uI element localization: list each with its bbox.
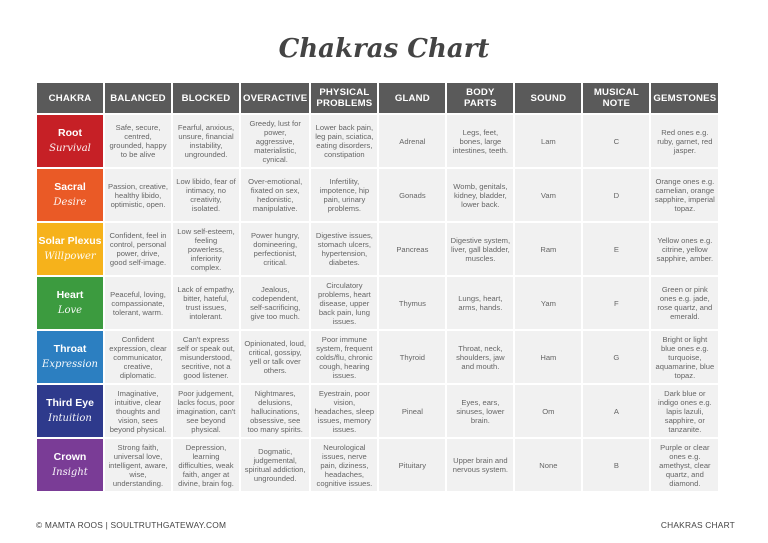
chakras-table <box>35 81 720 493</box>
cell-gland: Pituitary <box>379 439 445 491</box>
cell-note: D <box>583 169 649 221</box>
table-row <box>37 169 718 221</box>
cell-blocked: Poor judgement, lacks focus, poor imagination, can't see beyond physical. <box>173 385 239 437</box>
cell-overactive: Opinionated, loud, critical, gossipy, yell or talk over others. <box>241 331 309 383</box>
cell-balanced: Confident expression, clear communicator, creative, diplomatic. <box>105 331 171 383</box>
cell-body: Lungs, heart, arms, hands. <box>447 277 513 329</box>
cell-blocked: Fearful, anxious, unsure, financial instability, ungrounded. <box>173 115 239 167</box>
cell-blocked: Low self-esteem, feeling powerless, inferiority complex. <box>173 223 239 275</box>
cell-overactive: Nightmares, delusions, hallucinations, obsessive, see too many spirits. <box>241 385 309 437</box>
cell-gems: Dark blue or indigo ones e.g. lapis lazuli, sapphire, or tanzanite. <box>651 385 718 437</box>
col-header-overactive: OVERACTIVE <box>241 83 309 113</box>
cell-gems: Purple or clear ones e.g. amethyst, clear quartz, and diamond. <box>651 439 718 491</box>
cell-balanced: Imaginative, intuitive, clear thoughts and vision, sees beyond physical. <box>105 385 171 437</box>
cell-note: A <box>583 385 649 437</box>
chakra-keyword: Desire <box>53 197 87 208</box>
cell-physical: Circulatory problems, heart disease, upper back pain, lung issues. <box>311 277 377 329</box>
footer-chart-label: CHAKRAS CHART <box>660 520 735 530</box>
table-row <box>37 223 718 275</box>
col-header-physical-problems: PHYSICAL PROBLEMS <box>311 83 377 113</box>
chakra-cell-sacral <box>37 169 103 221</box>
cell-body: Eyes, ears, sinuses, lower brain. <box>447 385 513 437</box>
cell-balanced: Strong faith, universal love, intelligent, aware, wise, understanding. <box>105 439 171 491</box>
cell-body: Womb, genitals, kidney, bladder, lower back. <box>447 169 513 221</box>
cell-gland: Thyroid <box>379 331 445 383</box>
chakra-keyword: Insight <box>52 467 88 478</box>
cell-gems: Bright or light blue ones e.g. turquoise, aquamarine, blue topaz. <box>651 331 718 383</box>
cell-note: E <box>583 223 649 275</box>
footer-copyright: © MAMTA ROOS | SOULTRUTHGATEWAY.COM <box>36 520 227 530</box>
cell-gland: Pineal <box>379 385 445 437</box>
chakra-keyword: Love <box>57 305 83 316</box>
chakra-name: Heart <box>56 289 84 301</box>
cell-physical: Digestive issues, stomach ulcers, hypertension, diabetes. <box>311 223 377 275</box>
col-header-gemstones: GEMSTONES <box>651 83 718 113</box>
chakra-name: Throat <box>53 343 87 355</box>
header-row <box>37 83 718 113</box>
cell-body: Upper brain and nervous system. <box>447 439 513 491</box>
cell-gems: Yellow ones e.g. citrine, yellow sapphire, amber. <box>651 223 718 275</box>
cell-body: Digestive system, liver, gall bladder, muscles. <box>447 223 513 275</box>
col-header-blocked: BLOCKED <box>173 83 239 113</box>
col-header-body-parts: BODY PARTS <box>447 83 513 113</box>
chakra-cell-throat <box>37 331 103 383</box>
chakra-cell-third-eye <box>37 385 103 437</box>
cell-note: G <box>583 331 649 383</box>
cell-note: F <box>583 277 649 329</box>
chakra-name: Root <box>58 127 82 139</box>
table-row <box>37 439 718 491</box>
cell-sound: Ham <box>515 331 581 383</box>
cell-gems: Red ones e.g. ruby, garnet, red jasper. <box>651 115 718 167</box>
chakra-cell-heart <box>37 277 103 329</box>
cell-sound: Vam <box>515 169 581 221</box>
cell-body: Legs, feet, bones, large intestines, teeth. <box>447 115 513 167</box>
cell-physical: Eyestrain, poor vision, headaches, sleep issues, memory issues. <box>311 385 377 437</box>
cell-gems: Green or pink ones e.g. jade, rose quartz, and emerald. <box>651 277 718 329</box>
cell-blocked: Depression, learning difficulties, weak faith, anger at divine, brain fog. <box>173 439 239 491</box>
chakra-keyword: Willpower <box>44 251 96 262</box>
cell-blocked: Lack of empathy, bitter, hateful, trust issues, intolerant. <box>173 277 239 329</box>
chakra-name: Third Eye <box>46 397 94 409</box>
cell-overactive: Power hungry, domineering, perfectionist, critical. <box>241 223 309 275</box>
cell-sound: Ram <box>515 223 581 275</box>
cell-sound: Yam <box>515 277 581 329</box>
col-header-sound: SOUND <box>515 83 581 113</box>
table-row <box>37 385 718 437</box>
cell-sound: None <box>515 439 581 491</box>
cell-overactive: Dogmatic, judgemental, spiritual addiction, ungrounded. <box>241 439 309 491</box>
chakra-name: Crown <box>53 451 87 463</box>
cell-blocked: Low libido, fear of intimacy, no creativity, isolated. <box>173 169 239 221</box>
cell-gland: Gonads <box>379 169 445 221</box>
cell-physical: Infertility, impotence, hip pain, urinary problems. <box>311 169 377 221</box>
table-row <box>37 115 718 167</box>
cell-gland: Adrenal <box>379 115 445 167</box>
chakra-cell-solar-plexus <box>37 223 103 275</box>
cell-overactive: Greedy, lust for power, aggressive, materialistic, cynical. <box>241 115 309 167</box>
chakra-keyword: Survival <box>49 143 91 154</box>
cell-balanced: Passion, creative, healthy libido, optimistic, open. <box>105 169 171 221</box>
cell-gland: Thymus <box>379 277 445 329</box>
cell-balanced: Confident, feel in control, personal power, drive, good self-image. <box>105 223 171 275</box>
cell-gems: Orange ones e.g. carnelian, orange sapphire, imperial topaz. <box>651 169 718 221</box>
cell-blocked: Can't express self or speak out, misunderstood, secritive, not a good listener. <box>173 331 239 383</box>
cell-overactive: Over-emotional, fixated on sex, hedonistic, manipulative. <box>241 169 309 221</box>
chakra-name: Solar Plexus <box>38 235 102 247</box>
chakra-name: Sacral <box>54 181 86 193</box>
cell-physical: Neurological issues, nerve pain, diziness, headaches, cognitive issues. <box>311 439 377 491</box>
chakra-keyword: Expression <box>42 359 98 370</box>
cell-sound: Lam <box>515 115 581 167</box>
table-row <box>37 277 718 329</box>
col-header-musical-note: MUSICAL NOTE <box>583 83 649 113</box>
cell-physical: Lower back pain, leg pain, sciatica, eating disorders, constipation <box>311 115 377 167</box>
col-header-gland: GLAND <box>379 83 445 113</box>
cell-physical: Poor immune system, frequent colds/flu, chronic cough, hearing issues. <box>311 331 377 383</box>
col-header-balanced: BALANCED <box>105 83 171 113</box>
cell-balanced: Safe, secure, centred, grounded, happy to be alive <box>105 115 171 167</box>
cell-balanced: Peaceful, loving, compassionate, tolerant, warm. <box>105 277 171 329</box>
cell-note: C <box>583 115 649 167</box>
page-title: Chakras Chart <box>278 34 490 64</box>
cell-note: B <box>583 439 649 491</box>
cell-gland: Pancreas <box>379 223 445 275</box>
chakra-keyword: Intuition <box>48 413 92 424</box>
chakra-cell-crown <box>37 439 103 491</box>
cell-sound: Om <box>515 385 581 437</box>
table-row <box>37 331 718 383</box>
chakra-cell-root <box>37 115 103 167</box>
col-header-chakra: CHAKRA <box>37 83 103 113</box>
cell-body: Throat, neck, shoulders, jaw and mouth. <box>447 331 513 383</box>
table-body <box>37 115 718 491</box>
cell-overactive: Jealous, codependent, self-sacrificing, give too much. <box>241 277 309 329</box>
